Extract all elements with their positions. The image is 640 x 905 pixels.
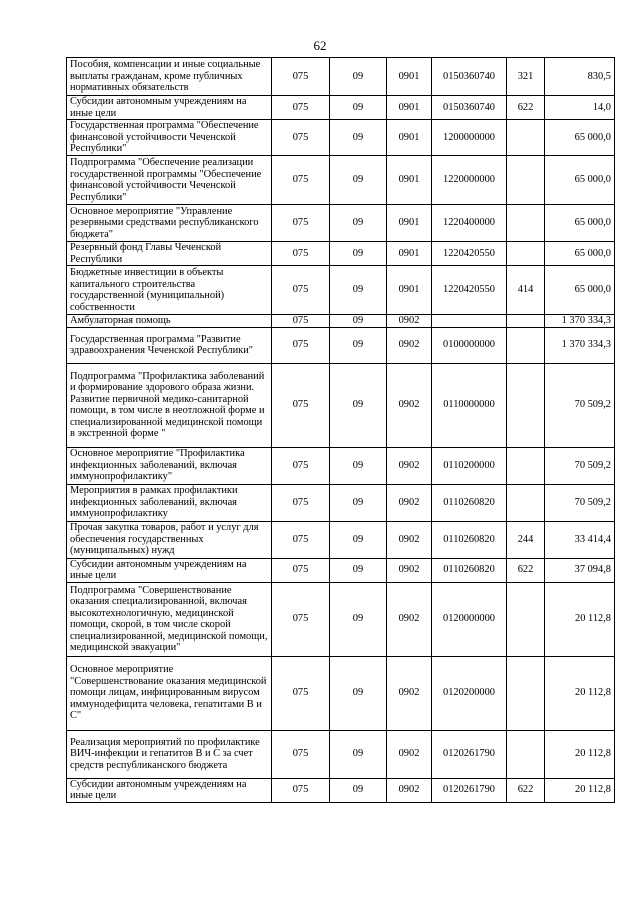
- expense-type-cell: 622: [507, 96, 545, 120]
- subsection-code-cell: 0902: [387, 730, 432, 778]
- section-code-cell: 09: [330, 156, 387, 205]
- subsection-code-cell: 0902: [387, 327, 432, 363]
- ministry-code-cell: 075: [272, 521, 330, 558]
- expense-type-cell: [507, 582, 545, 656]
- table-row: [67, 266, 615, 315]
- section-code-cell: 09: [330, 327, 387, 363]
- section-code-cell: 09: [330, 582, 387, 656]
- table-row: [67, 58, 615, 96]
- row-name-cell: Субсидии автономным учреждениям на иные цели: [67, 778, 272, 802]
- expense-type-cell: [507, 205, 545, 242]
- ministry-code-cell: 075: [272, 447, 330, 484]
- amount-cell: 20 112,8: [545, 730, 615, 778]
- section-code-cell: 09: [330, 656, 387, 730]
- row-name-cell: Подпрограмма "Совершенствование оказания специализированной, включая высокотехнологичную, медицинской помощи, скорой, в том числе скорой специализированной, медицинской помощи, медицинской эвакуации": [67, 582, 272, 656]
- row-name-cell: Мероприятия в рамках профилактики инфекционных заболеваний, включая иммунопрофилактику: [67, 484, 272, 521]
- expense-type-cell: [507, 447, 545, 484]
- section-code-cell: 09: [330, 205, 387, 242]
- section-code-cell: 09: [330, 96, 387, 120]
- ministry-code-cell: 075: [272, 242, 330, 266]
- page-number: 62: [313, 38, 327, 53]
- target-article-cell: 0120261790: [432, 778, 507, 802]
- row-name-cell: Подпрограмма "Обеспечение реализации государственной программы "Обеспечение финансовой устойчивости Чеченской Республики": [67, 156, 272, 205]
- table-row: [67, 656, 615, 730]
- row-name-cell: Субсидии автономным учреждениям на иные цели: [67, 96, 272, 120]
- expense-type-cell: 414: [507, 266, 545, 315]
- target-article-cell: 0150360740: [432, 58, 507, 96]
- subsection-code-cell: 0902: [387, 656, 432, 730]
- row-name-cell: Основное мероприятие "Профилактика инфекционных заболеваний, включая иммунопрофилактику": [67, 447, 272, 484]
- amount-cell: 20 112,8: [545, 778, 615, 802]
- ministry-code-cell: 075: [272, 484, 330, 521]
- row-name-cell: Прочая закупка товаров, работ и услуг для обеспечения государственных (муниципальных) нужд: [67, 521, 272, 558]
- subsection-code-cell: 0902: [387, 315, 432, 328]
- expense-type-cell: [507, 484, 545, 521]
- amount-cell: 70 509,2: [545, 363, 615, 447]
- ministry-code-cell: 075: [272, 363, 330, 447]
- amount-cell: 65 000,0: [545, 156, 615, 205]
- expense-type-cell: [507, 363, 545, 447]
- subsection-code-cell: 0902: [387, 521, 432, 558]
- target-article-cell: 0110260820: [432, 558, 507, 582]
- expense-type-cell: 321: [507, 58, 545, 96]
- amount-cell: 70 509,2: [545, 447, 615, 484]
- ministry-code-cell: 075: [272, 730, 330, 778]
- subsection-code-cell: 0902: [387, 363, 432, 447]
- expense-type-cell: [507, 315, 545, 328]
- ministry-code-cell: 075: [272, 582, 330, 656]
- target-article-cell: 1220400000: [432, 205, 507, 242]
- section-code-cell: 09: [330, 363, 387, 447]
- amount-cell: 37 094,8: [545, 558, 615, 582]
- row-name-cell: Субсидии автономным учреждениям на иные цели: [67, 558, 272, 582]
- expense-type-cell: [507, 242, 545, 266]
- table-row: [67, 730, 615, 778]
- expense-type-cell: 244: [507, 521, 545, 558]
- target-article-cell: 0110000000: [432, 363, 507, 447]
- ministry-code-cell: 075: [272, 120, 330, 156]
- row-name-cell: Основное мероприятие "Совершенствование оказания медицинской помощи лицам, инфицированным вирусом иммунодефицита человека, гепатитами В и С": [67, 656, 272, 730]
- subsection-code-cell: 0901: [387, 205, 432, 242]
- table-row: [67, 778, 615, 802]
- table-row: [67, 205, 615, 242]
- subsection-code-cell: 0901: [387, 58, 432, 96]
- subsection-code-cell: 0902: [387, 778, 432, 802]
- subsection-code-cell: 0901: [387, 266, 432, 315]
- expense-type-cell: 622: [507, 778, 545, 802]
- table-row: [67, 582, 615, 656]
- table-row: [67, 558, 615, 582]
- amount-cell: 65 000,0: [545, 120, 615, 156]
- ministry-code-cell: 075: [272, 656, 330, 730]
- amount-cell: 1 370 334,3: [545, 315, 615, 328]
- amount-cell: 14,0: [545, 96, 615, 120]
- section-code-cell: 09: [330, 120, 387, 156]
- ministry-code-cell: 075: [272, 96, 330, 120]
- amount-cell: 1 370 334,3: [545, 327, 615, 363]
- section-code-cell: 09: [330, 266, 387, 315]
- subsection-code-cell: 0902: [387, 558, 432, 582]
- section-code-cell: 09: [330, 558, 387, 582]
- amount-cell: 65 000,0: [545, 266, 615, 315]
- target-article-cell: 0110260820: [432, 521, 507, 558]
- section-code-cell: 09: [330, 730, 387, 778]
- target-article-cell: 1220420550: [432, 242, 507, 266]
- section-code-cell: 09: [330, 521, 387, 558]
- ministry-code-cell: 075: [272, 315, 330, 328]
- table-row: [67, 242, 615, 266]
- amount-cell: 65 000,0: [545, 242, 615, 266]
- table-row: [67, 120, 615, 156]
- subsection-code-cell: 0902: [387, 447, 432, 484]
- table-row: [67, 484, 615, 521]
- amount-cell: 65 000,0: [545, 205, 615, 242]
- amount-cell: 830,5: [545, 58, 615, 96]
- ministry-code-cell: 075: [272, 778, 330, 802]
- target-article-cell: 0150360740: [432, 96, 507, 120]
- subsection-code-cell: 0902: [387, 582, 432, 656]
- row-name-cell: Амбулаторная помощь: [67, 315, 272, 328]
- subsection-code-cell: 0901: [387, 242, 432, 266]
- target-article-cell: 1220420550: [432, 266, 507, 315]
- target-article-cell: 1220000000: [432, 156, 507, 205]
- expense-type-cell: [507, 656, 545, 730]
- subsection-code-cell: 0901: [387, 96, 432, 120]
- expense-type-cell: 622: [507, 558, 545, 582]
- subsection-code-cell: 0902: [387, 484, 432, 521]
- target-article-cell: 0110260820: [432, 484, 507, 521]
- target-article-cell: 0110200000: [432, 447, 507, 484]
- table-row: [67, 447, 615, 484]
- ministry-code-cell: 075: [272, 58, 330, 96]
- row-name-cell: Бюджетные инвестиции в объекты капитального строительства государственной (муниципальной) собственности: [67, 266, 272, 315]
- target-article-cell: 0120000000: [432, 582, 507, 656]
- ministry-code-cell: 075: [272, 558, 330, 582]
- ministry-code-cell: 075: [272, 327, 330, 363]
- row-name-cell: Основное мероприятие "Управление резервными средствами республиканского бюджета": [67, 205, 272, 242]
- section-code-cell: 09: [330, 484, 387, 521]
- section-code-cell: 09: [330, 778, 387, 802]
- amount-cell: 70 509,2: [545, 484, 615, 521]
- ministry-code-cell: 075: [272, 156, 330, 205]
- target-article-cell: [432, 315, 507, 328]
- section-code-cell: 09: [330, 58, 387, 96]
- section-code-cell: 09: [330, 447, 387, 484]
- table-row: [67, 315, 615, 328]
- ministry-code-cell: 075: [272, 266, 330, 315]
- expense-type-cell: [507, 730, 545, 778]
- expense-type-cell: [507, 120, 545, 156]
- target-article-cell: 1200000000: [432, 120, 507, 156]
- table-row: [67, 363, 615, 447]
- ministry-code-cell: 075: [272, 205, 330, 242]
- row-name-cell: Реализация мероприятий по профилактике ВИЧ-инфекции и гепатитов В и С за счет средств республиканского бюджета: [67, 730, 272, 778]
- section-code-cell: 09: [330, 242, 387, 266]
- subsection-code-cell: 0901: [387, 156, 432, 205]
- subsection-code-cell: 0901: [387, 120, 432, 156]
- row-name-cell: Государственная программа "Развитие здравоохранения Чеченской Республики": [67, 327, 272, 363]
- table-row: [67, 96, 615, 120]
- target-article-cell: 0120200000: [432, 656, 507, 730]
- table-row: [67, 327, 615, 363]
- row-name-cell: Подпрограмма "Профилактика заболеваний и формирование здорового образа жизни. Развитие первичной медико-санитарной помощи, в том числе в неотложной форме и специализированной медицинской помощи в экстренной форме ": [67, 363, 272, 447]
- amount-cell: 33 414,4: [545, 521, 615, 558]
- section-code-cell: 09: [330, 315, 387, 328]
- table-row: [67, 521, 615, 558]
- expense-type-cell: [507, 156, 545, 205]
- amount-cell: 20 112,8: [545, 582, 615, 656]
- expense-type-cell: [507, 327, 545, 363]
- target-article-cell: 0120261790: [432, 730, 507, 778]
- table-row: [67, 156, 615, 205]
- row-name-cell: Резервный фонд Главы Чеченской Республики: [67, 242, 272, 266]
- target-article-cell: 0100000000: [432, 327, 507, 363]
- amount-cell: 20 112,8: [545, 656, 615, 730]
- row-name-cell: Пособия, компенсации и иные социальные выплаты гражданам, кроме публичных нормативных обязательств: [67, 58, 272, 96]
- row-name-cell: Государственная программа "Обеспечение финансовой устойчивости Чеченской Республики": [67, 120, 272, 156]
- budget-table: [66, 57, 615, 803]
